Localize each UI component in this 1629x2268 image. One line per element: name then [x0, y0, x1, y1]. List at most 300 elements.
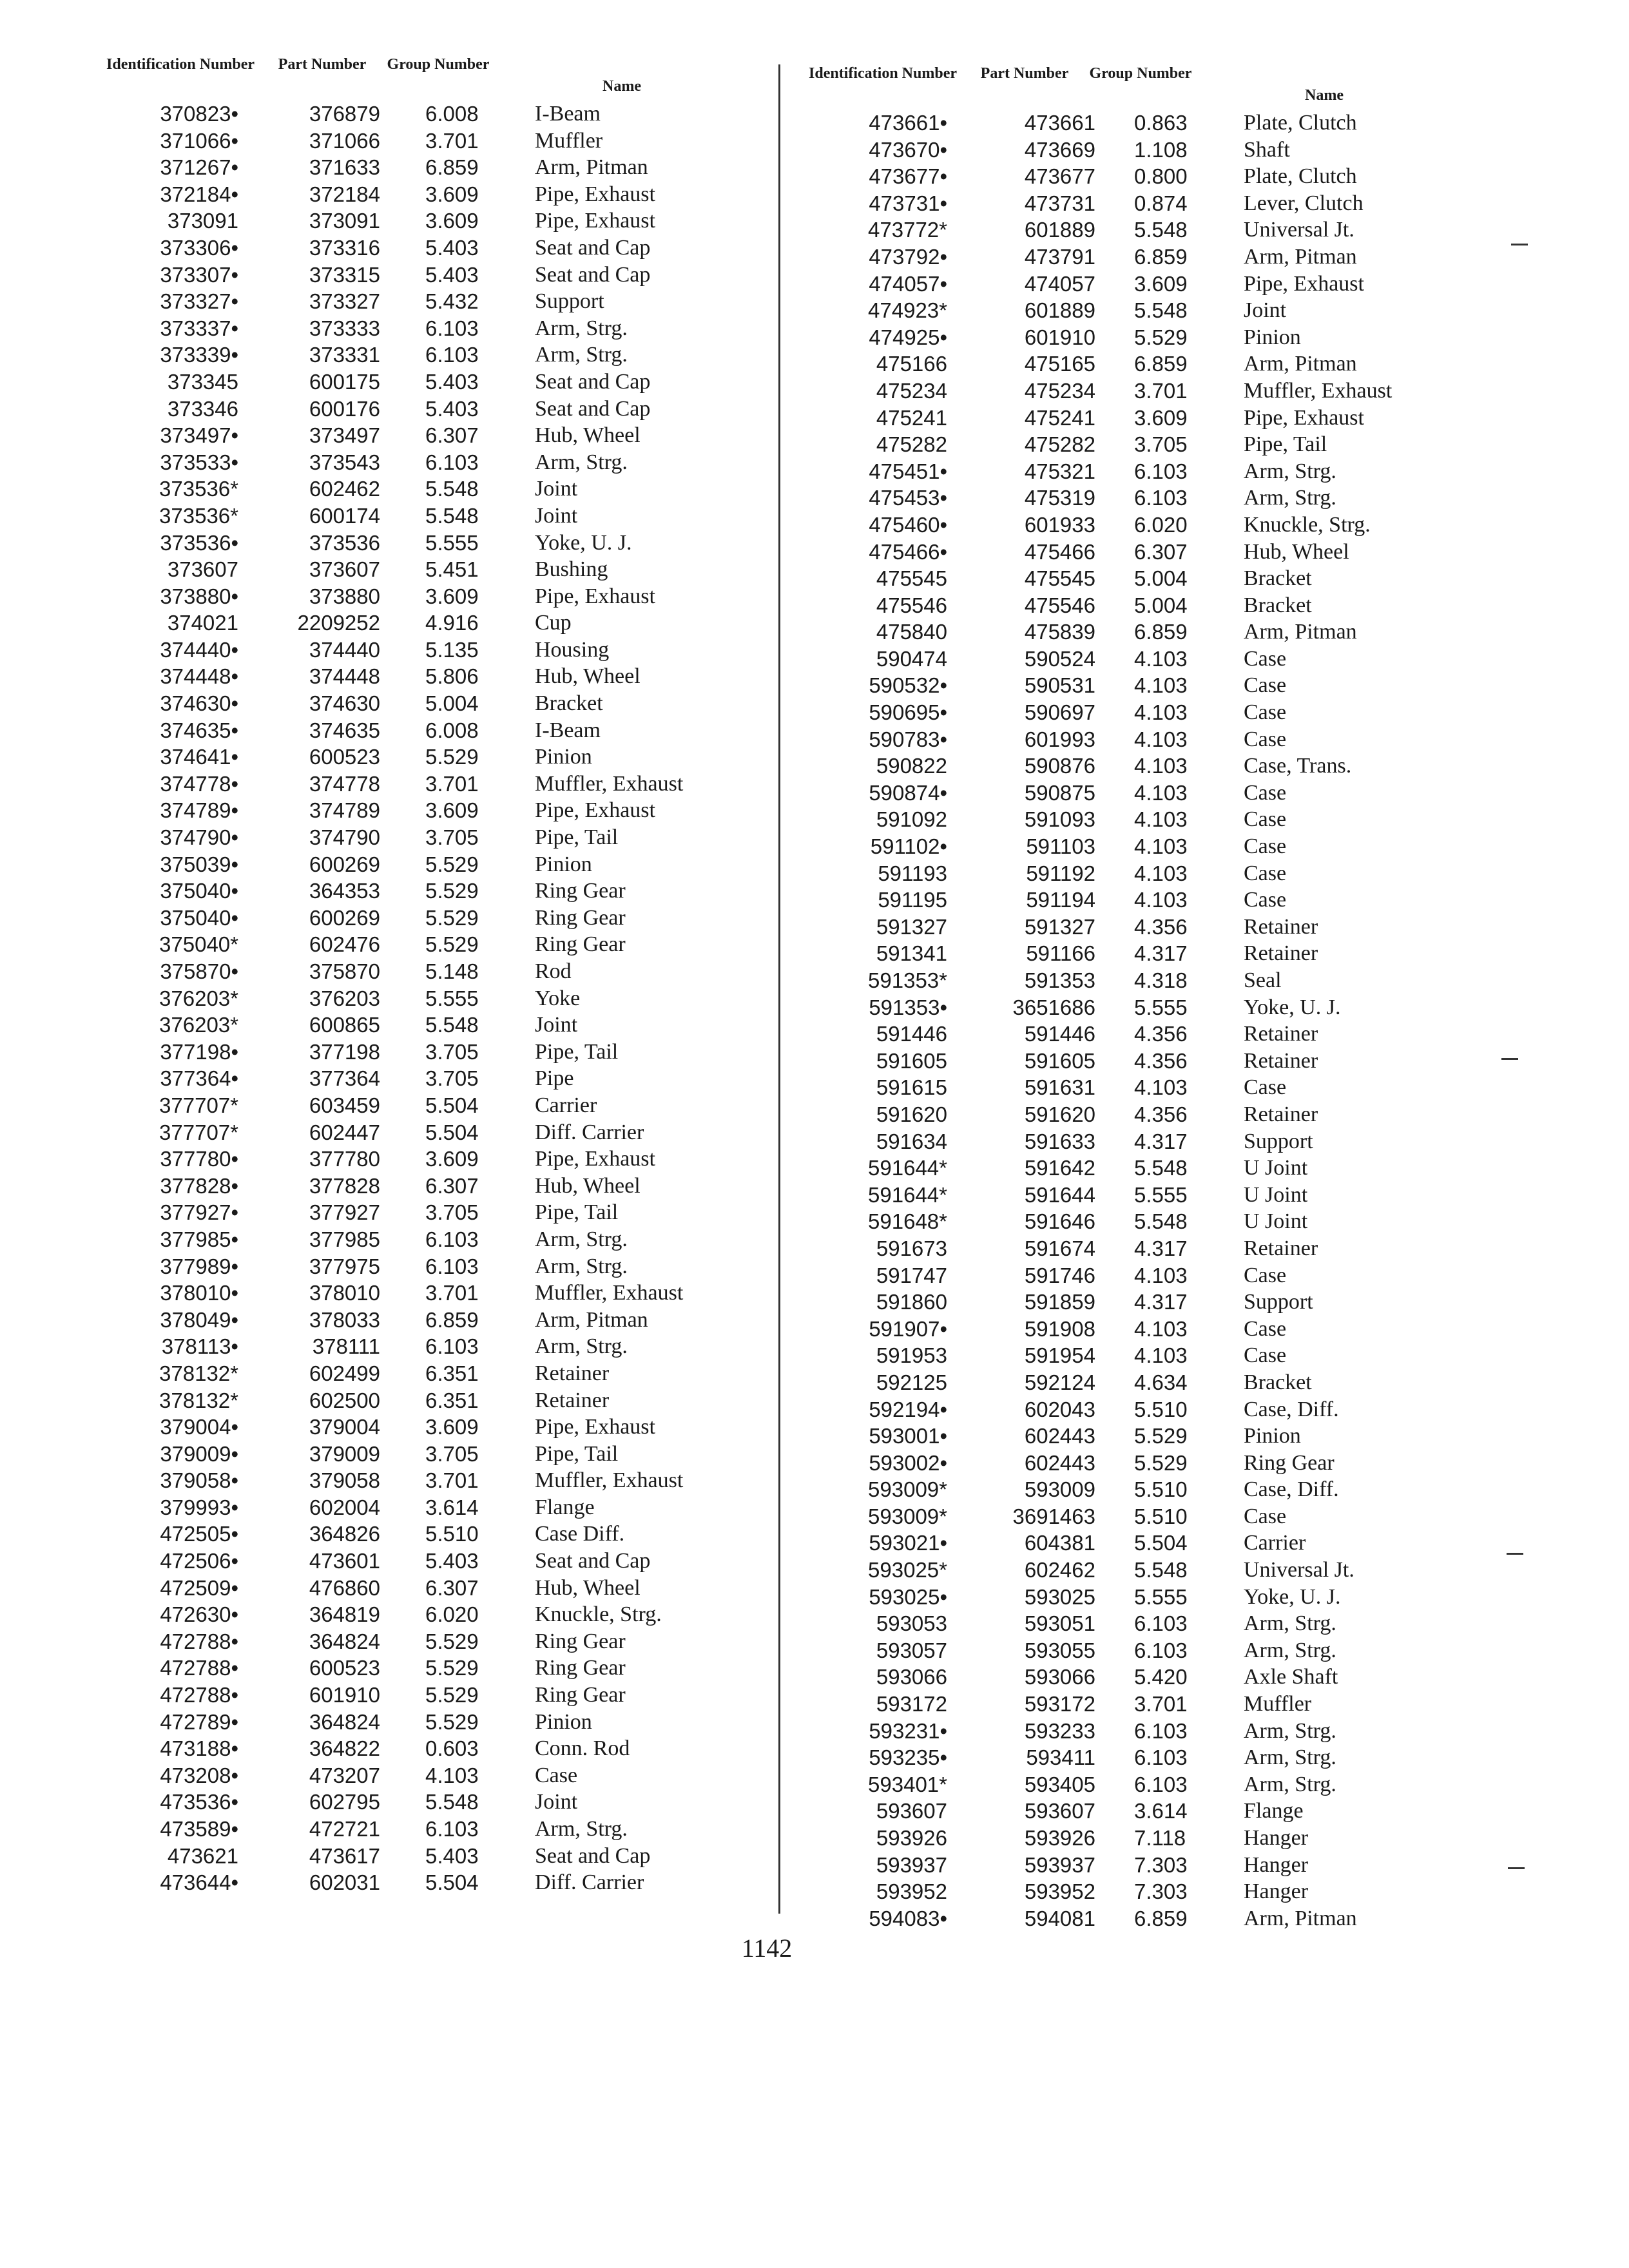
part-number: 473677: [1024, 164, 1095, 189]
group-number: 5.529: [425, 852, 479, 876]
part-number: 593051: [1024, 1611, 1095, 1636]
group-number: 5.548: [1134, 1209, 1188, 1234]
table-row: [103, 449, 767, 476]
part-name: Shaft: [1244, 137, 1290, 162]
part-name: Arm, Pitman: [535, 155, 648, 180]
part-number: 602499: [309, 1361, 380, 1385]
part-number: 373536: [309, 530, 380, 555]
part-number: 473669: [1024, 137, 1095, 162]
part-number: 591646: [1024, 1209, 1095, 1234]
table-row: [103, 931, 767, 958]
table-row: [805, 324, 1469, 351]
table-row: [103, 1789, 767, 1816]
identification-number: 590474: [876, 646, 947, 671]
table-row: [103, 1173, 767, 1200]
part-name: Case: [1244, 646, 1287, 671]
table-row: [805, 110, 1469, 137]
group-number: 6.859: [425, 155, 479, 180]
part-number: 601910: [309, 1683, 380, 1707]
group-number: 5.403: [425, 1843, 479, 1868]
group-number: 3.609: [425, 1415, 479, 1439]
group-number: 5.548: [425, 1013, 479, 1037]
group-number: 3.701: [425, 128, 479, 153]
part-number: 475546: [1024, 593, 1095, 617]
part-number: 593025: [1024, 1584, 1095, 1609]
table-row: [103, 1199, 767, 1226]
table-row: [805, 699, 1469, 726]
part-name: Bushing: [535, 557, 608, 582]
part-number: 591633: [1024, 1129, 1095, 1153]
part-name: Seat and Cap: [535, 1843, 651, 1868]
identification-number: 374630•: [160, 691, 238, 716]
identification-number: 592125: [876, 1370, 947, 1394]
group-number: 3.701: [425, 771, 479, 796]
part-number: 591954: [1024, 1343, 1095, 1368]
group-number: 6.103: [1134, 1772, 1188, 1796]
group-number: 4.103: [1134, 727, 1188, 751]
group-number: 4.356: [1134, 1022, 1188, 1046]
table-row: [103, 1735, 767, 1762]
header-part-number: Part Number: [980, 65, 1069, 82]
identification-number: 472509•: [160, 1575, 238, 1600]
part-number: 377985: [309, 1227, 380, 1251]
part-name: Pipe, Exhaust: [1244, 405, 1364, 430]
identification-number: 374789•: [160, 798, 238, 823]
table-row: [805, 860, 1469, 887]
part-number: 591908: [1024, 1316, 1095, 1341]
identification-number: 472788•: [160, 1683, 238, 1707]
part-name: Support: [1244, 1290, 1313, 1314]
identification-number: 373533•: [160, 450, 238, 474]
part-name: Retainer: [1244, 1022, 1318, 1046]
identification-number: 375040•: [160, 905, 238, 930]
group-number: 5.510: [1134, 1477, 1188, 1502]
identification-number: 376203*: [159, 1013, 238, 1037]
identification-number: 591648*: [868, 1209, 947, 1234]
part-number: 602031: [309, 1870, 380, 1895]
identification-number: 593021•: [869, 1531, 947, 1555]
part-number: 379004: [309, 1415, 380, 1439]
identification-number: 594083•: [869, 1906, 947, 1930]
group-number: 6.307: [425, 423, 479, 448]
identification-number: 373536*: [159, 503, 238, 528]
table-row: [805, 1396, 1469, 1423]
identification-number: 472506•: [160, 1549, 238, 1573]
part-name: Muffler: [1244, 1692, 1312, 1716]
part-name: Arm, Pitman: [1244, 352, 1357, 376]
group-number: 3.614: [425, 1495, 479, 1519]
part-name: Arm, Strg.: [1244, 1638, 1336, 1662]
group-number: 6.103: [425, 1254, 479, 1278]
table-row: [103, 128, 767, 155]
part-name: Pipe, Exhaust: [535, 584, 655, 608]
group-number: 7.303: [1134, 1879, 1188, 1904]
part-number: 374440: [309, 637, 380, 662]
group-number: 5.504: [425, 1870, 479, 1895]
table-row: [805, 378, 1469, 405]
part-name: Hub, Wheel: [535, 1575, 641, 1600]
part-name: Case: [1244, 673, 1287, 698]
part-name: Retainer: [535, 1361, 610, 1385]
table-row: [805, 780, 1469, 807]
part-name: I-Beam: [535, 718, 601, 742]
table-row: [805, 726, 1469, 753]
identification-number: 591446: [876, 1022, 947, 1046]
group-number: 5.806: [425, 664, 479, 689]
left-header: [103, 57, 767, 102]
identification-number: 591327: [876, 914, 947, 939]
group-number: 5.529: [425, 1683, 479, 1707]
identification-number: 370823•: [160, 102, 238, 126]
margin-mark: [1501, 1058, 1518, 1060]
part-name: Case: [1244, 700, 1287, 725]
part-name: Joint: [535, 1790, 578, 1814]
identification-number: 593009*: [868, 1477, 947, 1502]
part-name: Ring Gear: [535, 932, 626, 957]
part-number: 602795: [309, 1790, 380, 1814]
part-name: Knuckle, Strg.: [535, 1602, 662, 1627]
identification-number: 591102•: [870, 834, 947, 859]
identification-number: 591860: [876, 1290, 947, 1314]
part-name: Pipe, Exhaust: [535, 1147, 655, 1171]
group-number: 3.701: [425, 1468, 479, 1493]
identification-number: 379004•: [160, 1415, 238, 1439]
identification-number: 373536•: [160, 530, 238, 555]
group-number: 6.103: [425, 343, 479, 367]
margin-mark: [1508, 1867, 1525, 1869]
part-name: Arm, Strg.: [535, 343, 628, 367]
group-number: 6.103: [425, 316, 479, 340]
part-name: Carrier: [1244, 1531, 1306, 1555]
part-name: Hub, Wheel: [535, 664, 641, 689]
group-number: 5.504: [425, 1120, 479, 1144]
identification-number: 377364•: [160, 1066, 238, 1091]
part-number: 472721: [309, 1817, 380, 1841]
group-number: 3.609: [425, 798, 479, 823]
table-row: [805, 1021, 1469, 1048]
group-number: 5.510: [425, 1522, 479, 1546]
table-row: [805, 458, 1469, 485]
part-number: 602447: [309, 1120, 380, 1144]
part-name: Pinion: [535, 852, 592, 876]
identification-number: 593952: [876, 1879, 947, 1904]
identification-number: 475460•: [869, 512, 947, 537]
identification-number: 377828•: [160, 1173, 238, 1198]
part-number: 374790: [309, 825, 380, 850]
part-name: Retainer: [1244, 1048, 1318, 1073]
part-number: 377975: [309, 1254, 380, 1278]
identification-number: 373337•: [160, 316, 238, 340]
table-row: [805, 914, 1469, 941]
part-name: Yoke, U. J.: [535, 530, 632, 555]
header-name: Name: [602, 78, 641, 95]
table-row: [103, 503, 767, 530]
group-number: 5.529: [425, 1709, 479, 1734]
part-name: Muffler, Exhaust: [535, 1468, 684, 1493]
group-number: 5.004: [1134, 593, 1188, 617]
part-number: 475321: [1024, 459, 1095, 483]
table-row: [103, 1441, 767, 1468]
part-name: Muffler, Exhaust: [535, 771, 684, 796]
part-number: 473207: [309, 1763, 380, 1787]
part-number: 373331: [309, 343, 380, 367]
table-row: [103, 583, 767, 610]
part-name: Case, Diff.: [1244, 1477, 1339, 1502]
identification-number: 475241: [876, 405, 947, 430]
identification-number: 593401*: [868, 1772, 947, 1796]
part-name: Bracket: [1244, 593, 1312, 617]
part-number: 364819: [309, 1602, 380, 1627]
part-number: 591192: [1026, 861, 1095, 885]
table-row: [103, 1521, 767, 1548]
table-row: [805, 1128, 1469, 1155]
group-number: 5.403: [425, 369, 479, 394]
identification-number: 473731•: [869, 191, 947, 215]
group-number: 0.863: [1134, 111, 1188, 135]
identification-number: 475453•: [869, 486, 947, 510]
identification-number: 472788•: [160, 1656, 238, 1680]
part-number: 593066: [1024, 1665, 1095, 1689]
table-row: [103, 905, 767, 932]
identification-number: 591907•: [869, 1316, 947, 1341]
group-number: 5.004: [425, 691, 479, 716]
identification-number: 374440•: [160, 637, 238, 662]
part-name: Pipe, Exhaust: [535, 209, 655, 233]
identification-number: 373307•: [160, 262, 238, 287]
part-number: 591644: [1024, 1182, 1095, 1207]
part-name: Hanger: [1244, 1852, 1309, 1877]
part-name: Knuckle, Strg.: [1244, 512, 1371, 537]
table-row: [103, 1709, 767, 1736]
table-row: [805, 1878, 1469, 1905]
group-number: 5.529: [425, 932, 479, 957]
group-number: 4.356: [1134, 1048, 1188, 1073]
identification-number: 378049•: [160, 1307, 238, 1332]
part-number: 378111: [312, 1334, 380, 1359]
part-name: Retainer: [1244, 914, 1318, 939]
table-row: [103, 1843, 767, 1870]
part-name: Ring Gear: [535, 1683, 626, 1707]
identification-number: 373306•: [160, 235, 238, 260]
table-row: [805, 1637, 1469, 1664]
part-number: 593937: [1024, 1852, 1095, 1877]
part-name: Support: [535, 289, 604, 314]
part-number: 364826: [309, 1522, 380, 1546]
part-name: Seat and Cap: [535, 369, 651, 394]
table-row: [103, 288, 767, 315]
part-number: 591620: [1024, 1102, 1095, 1126]
group-number: 5.529: [1134, 1450, 1188, 1475]
identification-number: 593231•: [869, 1718, 947, 1743]
part-number: 590531: [1024, 673, 1095, 698]
table-row: [103, 1494, 767, 1521]
group-number: 6.103: [1134, 1638, 1188, 1662]
part-number: 373091: [309, 209, 380, 233]
group-number: 4.317: [1134, 1290, 1188, 1314]
table-row: [805, 512, 1469, 539]
group-number: 7.303: [1134, 1852, 1188, 1877]
identification-number: 593235•: [869, 1745, 947, 1770]
table-row: [805, 646, 1469, 673]
part-name: Arm, Pitman: [1244, 1906, 1357, 1930]
part-number: 3691463: [1012, 1504, 1095, 1528]
identification-number: 591615: [876, 1075, 947, 1100]
part-name: Ring Gear: [1244, 1450, 1335, 1475]
identification-number: 374790•: [160, 825, 238, 850]
part-number: 601889: [1024, 218, 1095, 242]
identification-number: 591092: [876, 807, 947, 832]
page-number: 1142: [741, 1934, 793, 1963]
table-row: [805, 163, 1469, 190]
part-name: Case: [1244, 780, 1287, 805]
group-number: 4.103: [1134, 834, 1188, 859]
part-name: Case: [1244, 1504, 1287, 1528]
part-number: 473617: [309, 1843, 380, 1868]
identification-number: 590695•: [869, 700, 947, 725]
part-name: Pinion: [535, 745, 592, 769]
table-row: [103, 1333, 767, 1360]
group-number: 4.103: [1134, 1263, 1188, 1287]
table-row: [103, 1253, 767, 1280]
table-row: [805, 271, 1469, 298]
table-row: [103, 1548, 767, 1575]
table-row: [805, 1182, 1469, 1209]
group-number: 6.103: [425, 450, 479, 474]
table-row: [103, 530, 767, 557]
part-name: Hub, Wheel: [535, 1173, 641, 1198]
group-number: 5.555: [425, 530, 479, 555]
group-number: 5.548: [425, 1790, 479, 1814]
identification-number: 590532•: [869, 673, 947, 698]
part-name: Hanger: [1244, 1879, 1309, 1904]
table-row: [805, 405, 1469, 432]
group-number: 6.307: [425, 1173, 479, 1198]
group-number: 5.504: [1134, 1531, 1188, 1555]
part-name: Arm, Strg.: [535, 1254, 628, 1278]
part-name: Case: [1244, 727, 1287, 751]
identification-number: 475234: [876, 378, 947, 403]
part-number: 592124: [1024, 1370, 1095, 1394]
right-header: [805, 66, 1469, 111]
table-row: [103, 637, 767, 664]
part-name: Hub, Wheel: [1244, 539, 1349, 564]
group-number: 6.103: [1134, 1718, 1188, 1743]
identification-number: 475546: [876, 593, 947, 617]
identification-number: 473536•: [160, 1790, 238, 1814]
part-name: Pipe, Tail: [535, 1441, 619, 1466]
identification-number: 472788•: [160, 1629, 238, 1653]
part-name: Cup: [535, 611, 572, 635]
part-name: Plate, Clutch: [1244, 164, 1357, 189]
part-name: Pipe: [535, 1066, 574, 1091]
part-number: 374778: [309, 771, 380, 796]
part-name: Case: [1244, 1316, 1287, 1341]
header-identification-number: Identification Number: [809, 65, 957, 82]
part-name: Arm, Strg.: [1244, 1718, 1336, 1743]
part-name: Seat and Cap: [535, 396, 651, 421]
identification-number: 377707*: [159, 1093, 238, 1117]
group-number: 3.705: [425, 1441, 479, 1466]
part-name: Muffler, Exhaust: [1244, 378, 1393, 403]
part-name: Joint: [535, 1013, 578, 1037]
part-number: 374630: [309, 691, 380, 716]
identification-number: 375040*: [159, 932, 238, 957]
identification-number: 374448•: [160, 664, 238, 689]
part-number: 602476: [309, 932, 380, 957]
part-number: 601889: [1024, 298, 1095, 323]
part-number: 373607: [309, 557, 380, 582]
identification-number: 375039•: [160, 852, 238, 876]
identification-number: 373346: [167, 396, 238, 421]
group-number: 6.103: [425, 1334, 479, 1359]
part-number: 376879: [309, 102, 380, 126]
part-number: 364822: [309, 1736, 380, 1761]
part-name: Joint: [535, 503, 578, 528]
part-number: 373327: [309, 289, 380, 314]
group-number: 5.504: [425, 1093, 479, 1117]
identification-number: 373091: [167, 209, 238, 233]
table-row: [103, 663, 767, 690]
part-number: 379058: [309, 1468, 380, 1493]
table-row: [103, 1762, 767, 1789]
part-number: 602500: [309, 1388, 380, 1412]
group-number: 6.008: [425, 102, 479, 126]
part-name: Pipe, Exhaust: [1244, 271, 1364, 296]
table-row: [805, 137, 1469, 164]
group-number: 3.701: [425, 1281, 479, 1305]
group-number: 5.510: [1134, 1504, 1188, 1528]
part-name: Axle Shaft: [1244, 1665, 1338, 1689]
table-row: [805, 887, 1469, 914]
identification-number: 373339•: [160, 343, 238, 367]
part-name: Retainer: [1244, 1102, 1318, 1126]
part-number: 600523: [309, 1656, 380, 1680]
identification-number: 373327•: [160, 289, 238, 314]
identification-number: 373536*: [159, 477, 238, 501]
header-name: Name: [1305, 87, 1344, 104]
table-row: [103, 1012, 767, 1039]
table-row: [103, 396, 767, 423]
part-number: 374789: [309, 798, 380, 823]
group-number: 7.118: [1134, 1826, 1186, 1850]
identification-number: 475466•: [869, 539, 947, 564]
part-name: Conn. Rod: [535, 1736, 630, 1761]
part-number: 364824: [309, 1629, 380, 1653]
table-row: [805, 1048, 1469, 1075]
identification-number: 374641•: [160, 745, 238, 769]
group-number: 3.609: [1134, 405, 1188, 430]
table-row: [103, 422, 767, 449]
part-number: 475545: [1024, 566, 1095, 591]
identification-number: 473208•: [160, 1763, 238, 1787]
part-number: 474057: [1024, 271, 1095, 296]
table-row: [805, 753, 1469, 780]
margin-mark: [1511, 244, 1528, 245]
part-number: 602462: [309, 477, 380, 501]
identification-number: 371267•: [160, 155, 238, 180]
header-part-number: Part Number: [278, 56, 367, 73]
part-number: 373880: [309, 584, 380, 608]
identification-number: 593066: [876, 1665, 947, 1689]
table-row: [103, 101, 767, 128]
group-number: 5.555: [1134, 1584, 1188, 1609]
part-name: Ring Gear: [535, 905, 626, 930]
part-number: 600175: [309, 369, 380, 394]
group-number: 3.614: [1134, 1799, 1188, 1823]
part-name: Case: [1244, 1075, 1287, 1100]
table-row: [805, 1235, 1469, 1262]
group-number: 6.859: [1134, 352, 1188, 376]
